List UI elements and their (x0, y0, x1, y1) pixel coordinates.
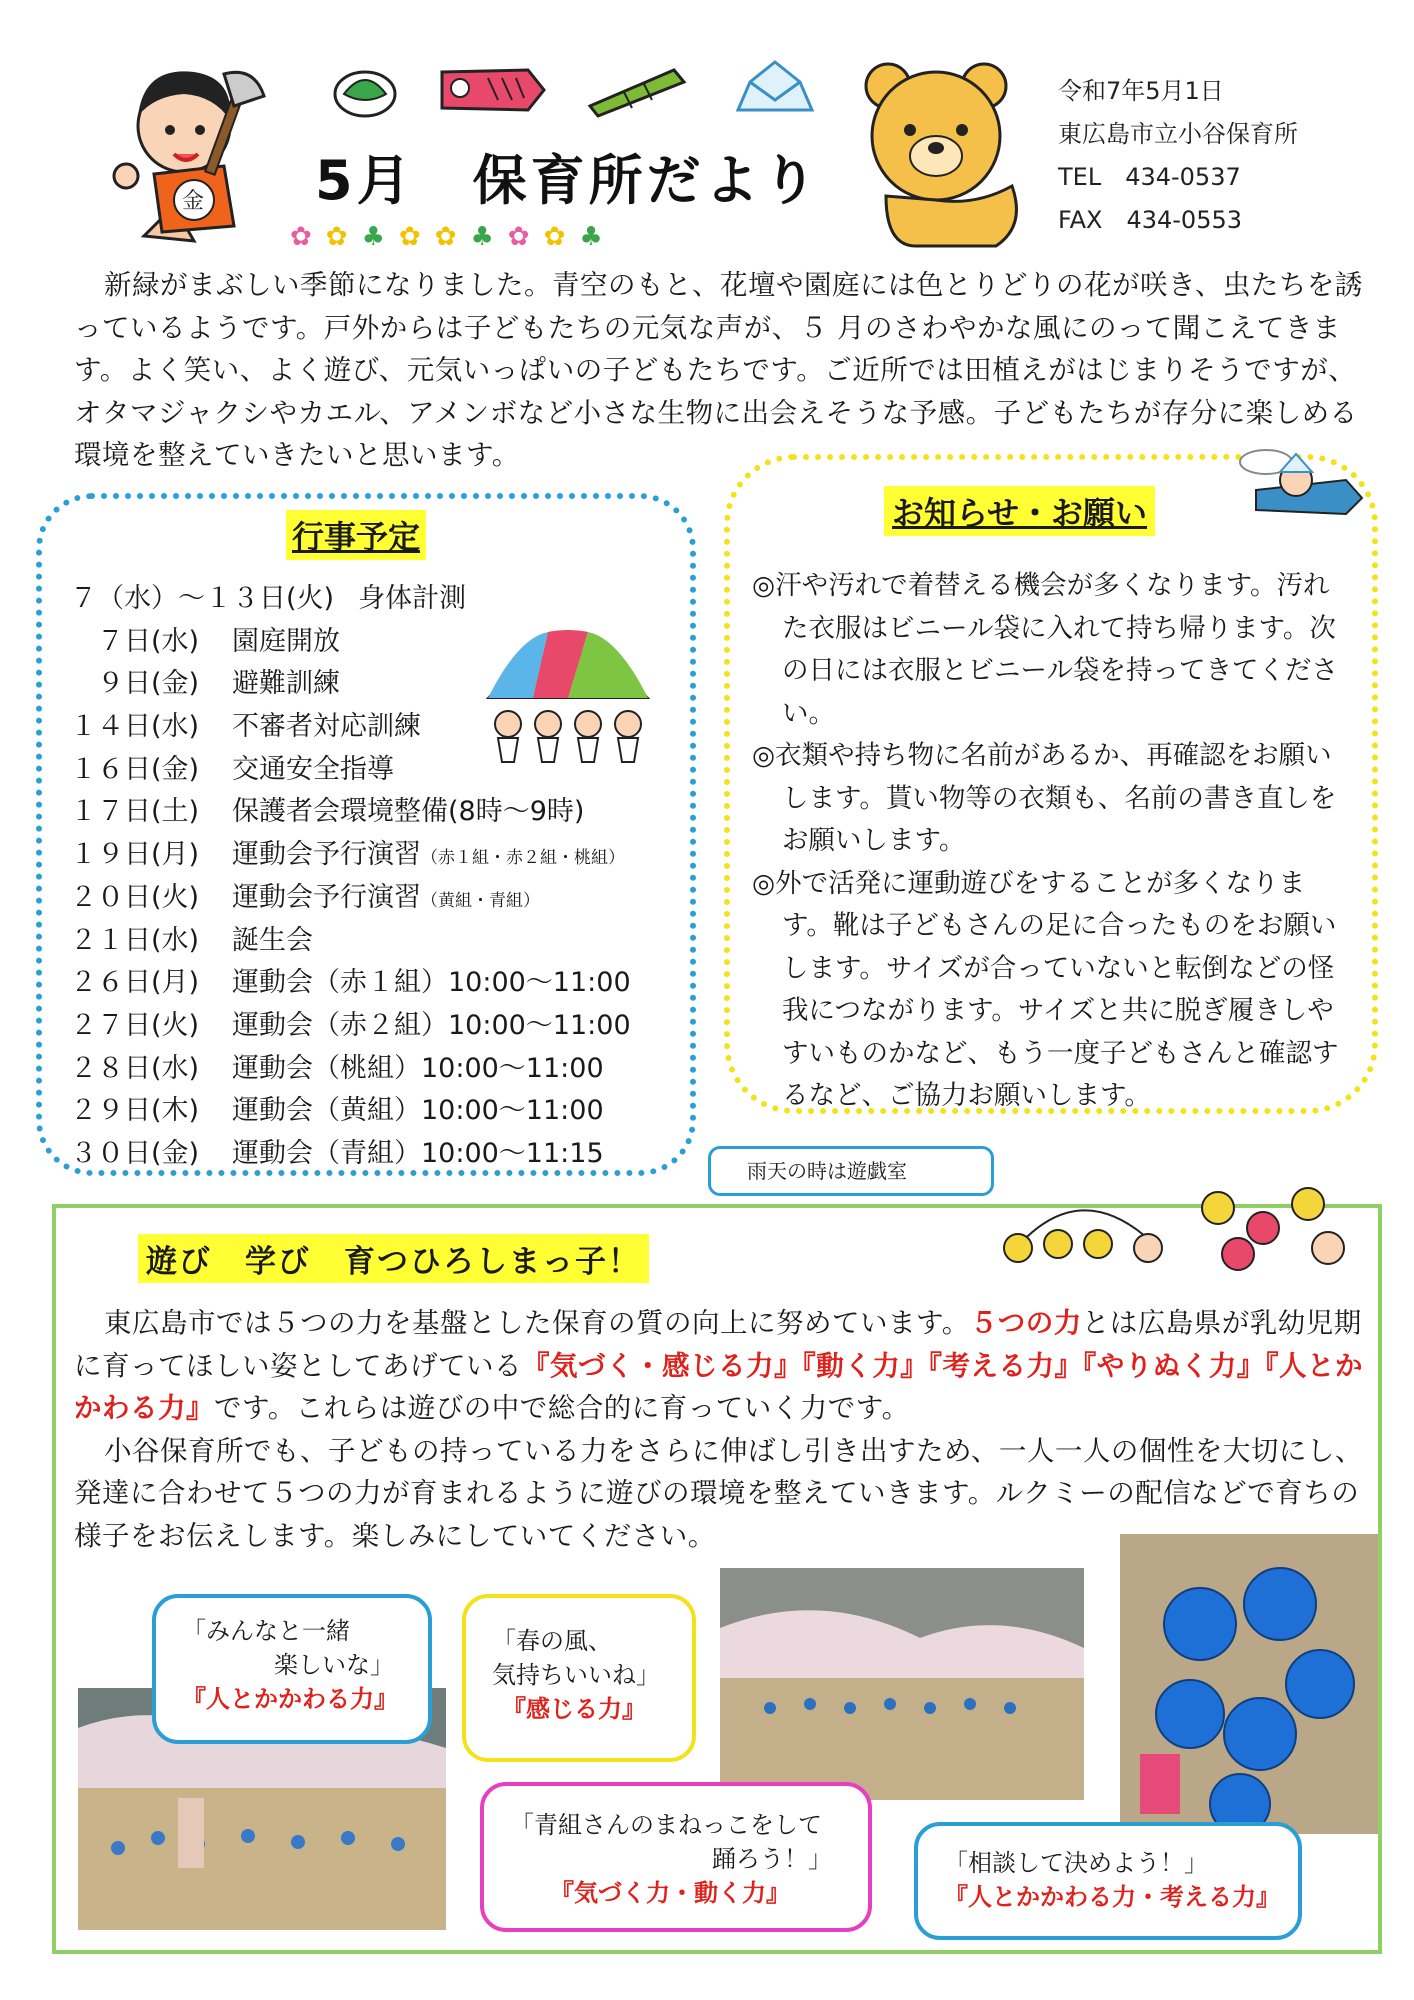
bear-illustration (846, 56, 1042, 252)
page-title: 5月 保育所だより (315, 149, 821, 212)
event-date: ２７日(火) (70, 1009, 200, 1041)
notice-item: ◎汗や汚れで着替える機会が多くなります。汚れた衣服はビニール袋に入れて持ち帰ります。次の日には衣服とビニール袋を持ってきてください。 (752, 570, 1338, 729)
children-playing-illustration (988, 1178, 1368, 1282)
photo-field-exercise (720, 1568, 1084, 1800)
kabuto-icon (730, 56, 820, 118)
event-date: ７日(水) (70, 625, 200, 657)
event-name: 保護者会環境整備(8時～9時) (232, 796, 585, 828)
koinobori-icon (438, 64, 548, 116)
bubble-line-2: 気持ちいいね」 (492, 1661, 660, 1689)
five-powers-list: 『気づく・感じる力』『動く力』『考える力』『やりぬく力』『人とかかわる力』 (74, 1349, 1363, 1424)
bubble-line-1: 「相談して決めよう！」 (944, 1849, 1208, 1877)
event-name: 避難訓練 (232, 668, 340, 700)
notice-list (752, 565, 1352, 1118)
flower-decoration: ✿✿♣✿✿♣✿✿♣ (290, 222, 617, 252)
photo-children-huddle (1120, 1534, 1378, 1834)
play-paragraph-1 (74, 1302, 1370, 1430)
event-date: １６日(金) (70, 753, 200, 785)
text-span: です。これらは遊びの中で総合的に育っていく力です。 (214, 1392, 910, 1424)
event-date: ２１日(水) (70, 924, 200, 956)
bubble-line-2: 楽しいな」 (274, 1651, 394, 1679)
speech-bubble-imitate-dance (480, 1782, 872, 1932)
event-row (70, 962, 631, 1005)
event-row (70, 877, 631, 920)
event-date: １９日(月) (70, 839, 200, 871)
event-name: 交通安全指導 (232, 753, 394, 785)
event-row (70, 1090, 631, 1133)
notice-title: お知らせ・お願い (884, 486, 1155, 536)
issue-date: 令和7年5月1日 (1058, 77, 1224, 105)
rain-note-bubble: 雨天の時は遊戯室 (708, 1146, 994, 1196)
koinobori-boy-illustration (1236, 440, 1368, 526)
notice-item: ◎衣類や持ち物に名前があるか、再確認をお願いします。貰い物等の衣類も、名前の書き直しをお願いします。 (752, 740, 1337, 856)
event-date: ２９日(木) (70, 1095, 200, 1127)
event-name: 運動会（桃組）10:00～11:00 (232, 1052, 604, 1084)
event-row (70, 834, 631, 877)
event-row (70, 1048, 631, 1091)
school-info (1058, 70, 1298, 242)
event-date: １４日(水) (70, 711, 200, 743)
event-name: 運動会（赤１組）10:00～11:00 (232, 967, 631, 999)
kashiwa-mochi-icon (330, 60, 400, 120)
event-name: 運動会（黄組）10:00～11:00 (232, 1095, 604, 1127)
bubble-power: 『感じる力』 (502, 1695, 646, 1723)
play-section-text (74, 1302, 1370, 1557)
event-name: 運動会予行演習 (232, 839, 421, 871)
intro-paragraph: 新緑がまぶしい季節になりました。青空のもと、花壇や園庭には色とりどりの花が咲き、虫たちを誘っているようです。戸外からは子どもたちの元気な声が、５ 月のさわやかな風にのって聞こえてきます。よく笑い、よく遊び、元気いっぱいの子どもたちです。ご近所では田植えがはじまりそうですが、オタマジャクシやカエル、アメンボなど小さな生物に出会えそうな予感。子どもたちが存分に楽しめる環境を整えていきたいと思います。 (74, 269, 1363, 471)
event-name: 運動会（青組）10:00～11:15 (232, 1137, 604, 1169)
event-date: ２０日(火) (70, 881, 200, 913)
speech-bubble-discuss (914, 1822, 1302, 1940)
school-name: 東広島市立小谷保育所 (1058, 120, 1298, 148)
speech-bubble-together (152, 1594, 432, 1744)
event-row (70, 1005, 631, 1048)
event-note: （黄組・青組） (421, 890, 540, 911)
five-powers-highlight: ５つの力 (969, 1307, 1082, 1339)
event-note: （赤１組・赤２組・桃組） (421, 848, 625, 869)
event-name: 運動会（赤２組）10:00～11:00 (232, 1009, 631, 1041)
bubble-line-2: 踊ろう！」 (712, 1845, 832, 1873)
events-title: 行事予定 (286, 510, 426, 560)
bubble-line-1: 「みんなと一緒 (182, 1617, 350, 1645)
event-row (70, 1133, 631, 1176)
kintaro-illustration (104, 56, 294, 246)
event-date: ２６日(月) (70, 967, 200, 999)
bubble-line-1: 「春の風、 (492, 1627, 612, 1655)
event-date: ９日(金) (70, 668, 200, 700)
event-row (70, 578, 631, 621)
bubble-power: 『人とかかわる力・考える力』 (944, 1883, 1280, 1911)
text-span: 東広島市では５つの力を基盤とした保育の質の向上に努めています。 (104, 1307, 970, 1339)
event-name: 不審者対応訓練 (232, 711, 421, 743)
event-name: 誕生会 (232, 924, 313, 956)
play-section-title: 遊び 学び 育つひろしまっ子！ (138, 1234, 649, 1283)
bubble-line-1: 「青組さんのまねっこをして (510, 1811, 822, 1839)
event-name: 身体計測 (358, 583, 467, 614)
bubble-power: 『気づく力・動く力』 (550, 1879, 790, 1907)
event-name: 運動会予行演習 (232, 881, 421, 913)
play-paragraph-2: 小谷保育所でも、子どもの持っている力をさらに伸ばし引き出すため、一人一人の個性を大切にし、発達に合わせて５つの力が育まれるように遊びの環境を整えていきます。ルクミーの配信などで育ちの様子をお伝えします。楽しみにしていてください。 (74, 1434, 1363, 1552)
event-date: ３０日(金) (70, 1137, 200, 1169)
event-date: １７日(土) (70, 796, 200, 828)
notice-item: ◎外で活発に運動遊びをすることが多くなります。靴は子どもさんの足に合ったものをお願いします。サイズが合っていないと転倒などの怪我につながります。サイズと共に脱ぎ履きしやすいものかなど、もう一度子どもさんと確認するなど、ご協力お願いします。 (752, 867, 1339, 1111)
event-date: ２８日(水) (70, 1052, 200, 1084)
svg-text:金: 金 (182, 189, 205, 214)
event-row (70, 920, 631, 963)
text-span: とは広島県が乳幼児期に育ってほしい姿としてあげている (74, 1307, 1362, 1382)
event-row (70, 791, 631, 834)
speech-bubble-spring-wind (462, 1594, 696, 1762)
bubble-power: 『人とかかわる力』 (182, 1685, 398, 1713)
parachute-play-illustration (478, 628, 658, 764)
event-name: 園庭開放 (232, 625, 340, 657)
fax-number: FAX 434-0553 (1058, 206, 1243, 234)
chimaki-icon (584, 62, 694, 118)
event-date: ７（水）～１３日(火) (70, 583, 335, 614)
tel-number: TEL 434-0537 (1058, 163, 1241, 191)
